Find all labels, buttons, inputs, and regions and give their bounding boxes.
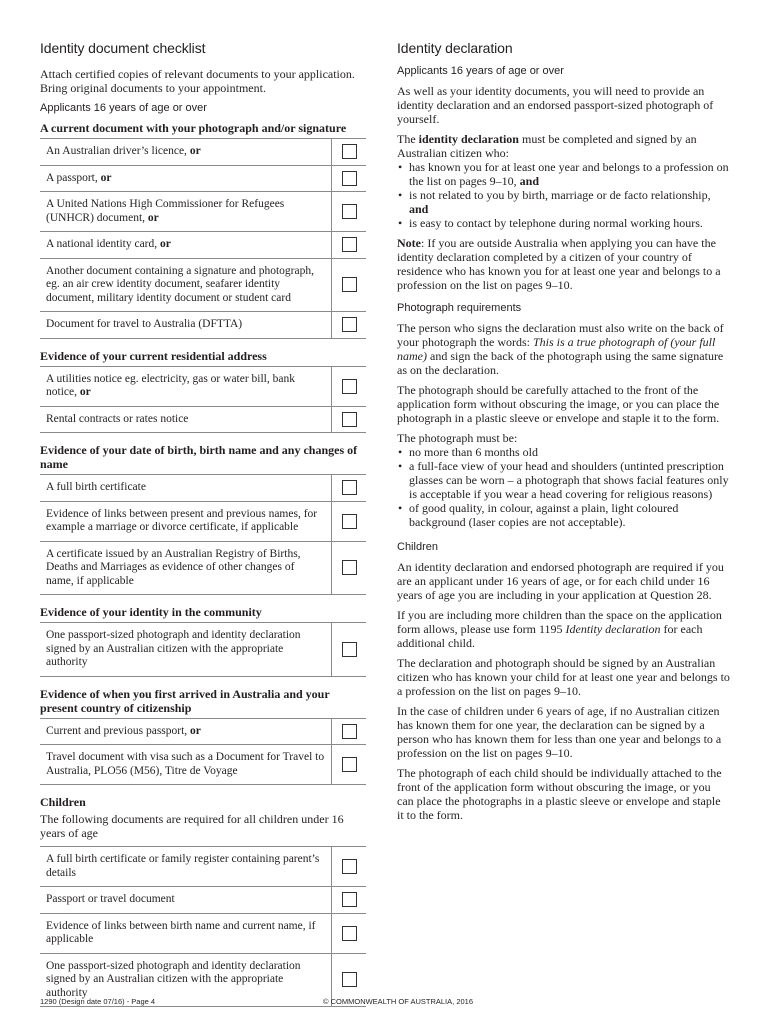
- declaration-p2: The identity declaration must be completed and signed by an Australian citizen who:: [397, 132, 697, 160]
- checklist-item-text: Evidence of links between birth name and current name, if applicable: [40, 913, 332, 953]
- checklist-item-text: Document for travel to Australia (DFTTA): [40, 312, 332, 339]
- photo-p3: The photograph must be:: [397, 431, 518, 445]
- checklist-item-text: Another document containing a signature and photograph, eg. an air crew identity document, seafarer identity document, military identity document or student card: [40, 258, 332, 312]
- children-p2: If you are including more children than the space on the application form allows, please use form 1195 Identity declaration for each additional child.: [397, 608, 722, 650]
- checklist-row: [40, 475, 366, 502]
- photo-heading: Photograph requirements: [397, 302, 522, 314]
- photo-p2: The photograph should be carefully attached to the front of the application form without obscuring the image, or you can place the photograph in a plastic sleeve or envelope and staple it to the form.: [397, 383, 720, 425]
- checklist-item-text: A national identity card, or: [40, 232, 332, 259]
- checklist-table: [40, 622, 366, 677]
- checklist-row: [40, 887, 366, 914]
- bullet-item: • no more than 6 months old: [397, 445, 730, 459]
- checklist-item-text: A utilities notice eg. electricity, gas or water bill, bank notice, or: [40, 366, 332, 406]
- checklist-table: [40, 366, 366, 434]
- children-checklist: [40, 846, 366, 1007]
- footer-copyright: © COMMONWEALTH OF AUSTRALIA, 2016: [323, 997, 473, 1006]
- bullet-item: • a full-face view of your head and shoulders (untinted prescription glasses can be worn – a photograph that shows facial features only is acceptable if you wear a head covering for religious reasons): [397, 459, 730, 501]
- checklist-item-text: A full birth certificate or family register containing parent’s details: [40, 847, 332, 887]
- checklist-checkbox[interactable]: [342, 480, 357, 495]
- checklist-table: [40, 718, 366, 786]
- checklist-title: Identity document checklist: [40, 40, 206, 56]
- declaration-note: Note: If you are outside Australia when applying you can have the identity declaration completed by a citizen of your country of residence who has known you for at least one year and belongs to a profession on the list on pages 9–10.: [397, 236, 721, 292]
- checklist-row: [40, 312, 366, 339]
- checklist-row: [40, 501, 366, 541]
- declaration-title: Identity declaration: [397, 40, 513, 56]
- checklist-row: [40, 366, 366, 406]
- checklist-table: [40, 474, 366, 595]
- checklist-item-text: Current and previous passport, or: [40, 718, 332, 745]
- applicants-heading: Applicants 16 years of age or over: [40, 102, 207, 114]
- checklist-row: [40, 718, 366, 745]
- bullet-item: • has known you for at least one year and belongs to a profession on the list on pages 9–10, and: [397, 160, 730, 188]
- children-intro: The following documents are required for all children under 16 years of age: [40, 812, 344, 840]
- checklist-item-text: Passport or travel document: [40, 887, 332, 914]
- children-p4: In the case of children under 6 years of age, if no Australian citizen has known them for one year, the declaration can be signed by a person who has known them for less than one year and belongs to a profession on the list on pages 9–10.: [397, 704, 722, 760]
- checklist-checkbox[interactable]: [342, 277, 357, 292]
- photo-requirements-list: [397, 445, 730, 529]
- checklist-item-text: A United Nations High Commissioner for Refugees (UNHCR) document, or: [40, 192, 332, 232]
- declaration-applicants-heading: Applicants 16 years of age or over: [397, 65, 564, 77]
- checklist-column: [40, 40, 366, 1007]
- declaration-column: [397, 40, 730, 828]
- checklist-checkbox[interactable]: [342, 560, 357, 575]
- checklist-table: [40, 138, 366, 339]
- checklist-row: [40, 541, 366, 595]
- section-heading: Evidence of your identity in the community: [40, 605, 262, 619]
- checklist-item-text: One passport-sized photograph and identity declaration signed by an Australian citizen with the appropriate authority: [40, 623, 332, 677]
- checklist-row: [40, 192, 366, 232]
- checklist-row: [40, 232, 366, 259]
- children-p3: The declaration and photograph should be signed by an Australian citizen who has known your child for at least one year and belongs to a profession on the list on pages 9–10.: [397, 656, 730, 698]
- section-heading: Evidence of your date of birth, birth name and any changes of name: [40, 443, 358, 471]
- checklist-item-text: Rental contracts or rates notice: [40, 406, 332, 433]
- checklist-checkbox[interactable]: [342, 642, 357, 657]
- section-heading: A current document with your photograph and/or signature: [40, 121, 347, 135]
- checklist-row: [40, 406, 366, 433]
- children-p5: The photograph of each child should be individually attached to the front of the application form without obscuring the image, or you can place the photographs in a plastic sleeve or envelope and staple it to the form.: [397, 766, 722, 822]
- checklist-checkbox[interactable]: [342, 237, 357, 252]
- checklist-checkbox[interactable]: [342, 514, 357, 529]
- declarant-requirements-list: [397, 160, 730, 230]
- checklist-checkbox[interactable]: [342, 926, 357, 941]
- checklist-item-text: An Australian driver’s licence, or: [40, 139, 332, 166]
- checklist-checkbox[interactable]: [342, 724, 357, 739]
- checklist-checkbox[interactable]: [342, 859, 357, 874]
- bullet-item: • is easy to contact by telephone during normal working hours.: [397, 216, 730, 230]
- checklist-table: [40, 846, 366, 1007]
- section-heading: Evidence of your current residential address: [40, 348, 267, 363]
- checklist-checkbox[interactable]: [342, 892, 357, 907]
- checklist-item-text: One passport-sized photograph and identity declaration signed by an Australian citizen with the appropriate authority: [40, 953, 332, 1007]
- checklist-checkbox[interactable]: [342, 412, 357, 427]
- checklist-checkbox[interactable]: [342, 972, 357, 987]
- declaration-p1: As well as your identity documents, you will need to provide an identity declaration and an endorsed passport-sized photograph of yourself.: [397, 84, 714, 126]
- photo-p1: The person who signs the declaration must also write on the back of your photograph the words: This is a true photograph of (your full name) and sign the back of the photograph using the same signature as on the declaration.: [397, 321, 724, 377]
- section-heading: Evidence of when you first arrived in Australia and your present country of citizenship: [40, 686, 330, 715]
- bullet-item: • of good quality, in colour, against a plain, light coloured background (laser copies are not acceptable).: [397, 501, 730, 529]
- checklist-row: [40, 913, 366, 953]
- checklist-checkbox[interactable]: [342, 379, 357, 394]
- children-declaration-heading: Children: [397, 541, 438, 553]
- checklist-checkbox[interactable]: [342, 204, 357, 219]
- checklist-row: [40, 623, 366, 677]
- checklist-checkbox[interactable]: [342, 317, 357, 332]
- checklist-item-text: A full birth certificate: [40, 475, 332, 502]
- checklist-checkbox[interactable]: [342, 757, 357, 772]
- bullet-item: • is not related to you by birth, marriage or de facto relationship, and: [397, 188, 730, 216]
- children-p1: An identity declaration and endorsed photograph are required if you are an applicant under 16 years of age, or for each child under 16 years of age you are including in your application at Question 28.: [397, 560, 724, 602]
- checklist-item-text: Travel document with visa such as a Document for Travel to Australia, PLO56 (M56), Titre de Voyage: [40, 745, 332, 785]
- footer-form-id: 1290 (Design date 07/16) - Page 4: [40, 997, 156, 1006]
- checklist-checkbox[interactable]: [342, 171, 357, 186]
- children-heading: Children: [40, 795, 86, 809]
- checklist-sections: [40, 121, 366, 785]
- checklist-intro: Attach certified copies of relevant documents to your application. Bring original documents to your appointment.: [40, 67, 355, 95]
- checklist-row: [40, 258, 366, 312]
- checklist-item-text: A passport, or: [40, 165, 332, 192]
- checklist-checkbox[interactable]: [342, 144, 357, 159]
- checklist-row: [40, 745, 366, 785]
- checklist-item-text: A certificate issued by an Australian Registry of Births, Deaths and Marriages as evidence of other changes of name, if applicable: [40, 541, 332, 595]
- checklist-row: [40, 847, 366, 887]
- checklist-row: [40, 165, 366, 192]
- checklist-row: [40, 139, 366, 166]
- checklist-item-text: Evidence of links between present and previous names, for example a marriage or divorce certificate, if applicable: [40, 501, 332, 541]
